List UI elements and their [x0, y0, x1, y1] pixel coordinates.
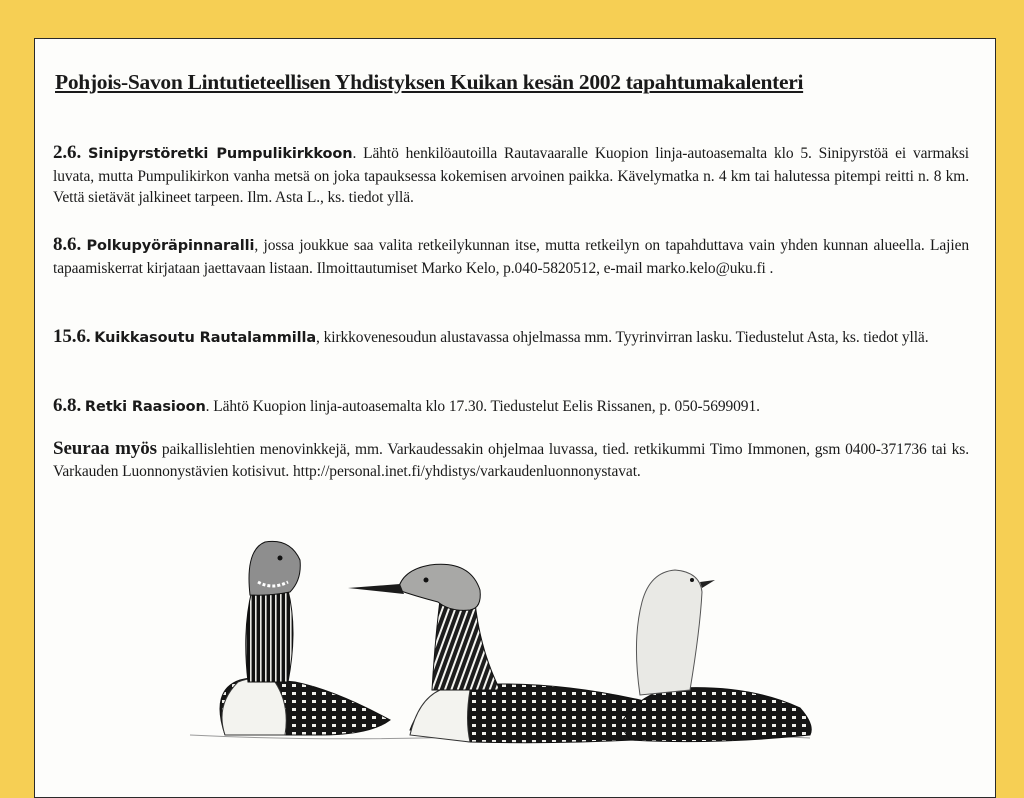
- event-description: , jossa joukkue saa valita retkeilykunnan itse, mutta retkeilyn on tapahduttava vain yhden kunnan alueella. Lajien tapaamiskerrat kirjataan jaettavaan listaan. Ilmoittautumiset Marko Kelo, p.040-5820512, e-mail marko.kelo@uku.fi .: [53, 237, 969, 277]
- event-date: 6.8.: [53, 395, 82, 416]
- event-description: . Lähtö henkilöautoilla Rautavaaralle Kuopion linja-autoasemalta klo 5. Sinipyrstöä ei varmaksi luvata, mutta Pumpulikirkon vanha metsä on joka tapauksessa kokemisen arvoinen paikka. Kävelymatka n. 4 km tai halutessa pitempi reitti n. 8 km. Vettä sietävät jalkineet tarpeen. Ilm. Asta L., ks. tiedot yllä.: [53, 145, 969, 206]
- event-date: 15.6.: [53, 326, 91, 347]
- event-name: Kuikkasoutu Rautalammilla: [94, 330, 317, 346]
- event-name: Sinipyrstöretki Pumpulikirkkoon: [88, 146, 353, 162]
- event-description: , kirkkovenesoudun alustavassa ohjelmassa mm. Tyyrinvirran lasku. Tiedustelut Asta, ks. tiedot yllä.: [316, 329, 929, 346]
- event-date: 2.6.: [53, 142, 82, 163]
- event-entry: [53, 142, 969, 209]
- event-entry: [53, 326, 969, 350]
- black-throated-loons-drawing-icon: [170, 530, 820, 760]
- event-entry: [53, 234, 969, 279]
- page-title: Pohjois-Savon Lintutieteellisen Yhdistyksen Kuikan kesän 2002 tapahtumakalenteri: [55, 70, 804, 94]
- footer-text: paikallislehtien menovinkkejä, mm. Varkaudessakin ohjelmaa luvassa, tied. retkikummi Timo Immonen, gsm 0400-371736 tai ks. Varkauden Luonnonystävien kotisivut. http://personal.inet.fi/yhdistys/varkaudenluonnonystavat.: [53, 441, 969, 480]
- footer-note: [53, 438, 969, 482]
- loon-left: [220, 541, 390, 735]
- event-name: Polkupyöräpinnaralli: [86, 238, 255, 254]
- event-name: Retki Raasioon: [84, 399, 206, 415]
- loon-right: [620, 570, 811, 742]
- event-description: . Lähtö Kuopion linja-autoasemalta klo 17.30. Tiedustelut Eelis Rissanen, p. 050-5699091.: [205, 398, 760, 415]
- footer-lead: Seuraa myös: [53, 438, 157, 459]
- event-date: 8.6.: [53, 234, 82, 255]
- event-entry: [53, 395, 969, 419]
